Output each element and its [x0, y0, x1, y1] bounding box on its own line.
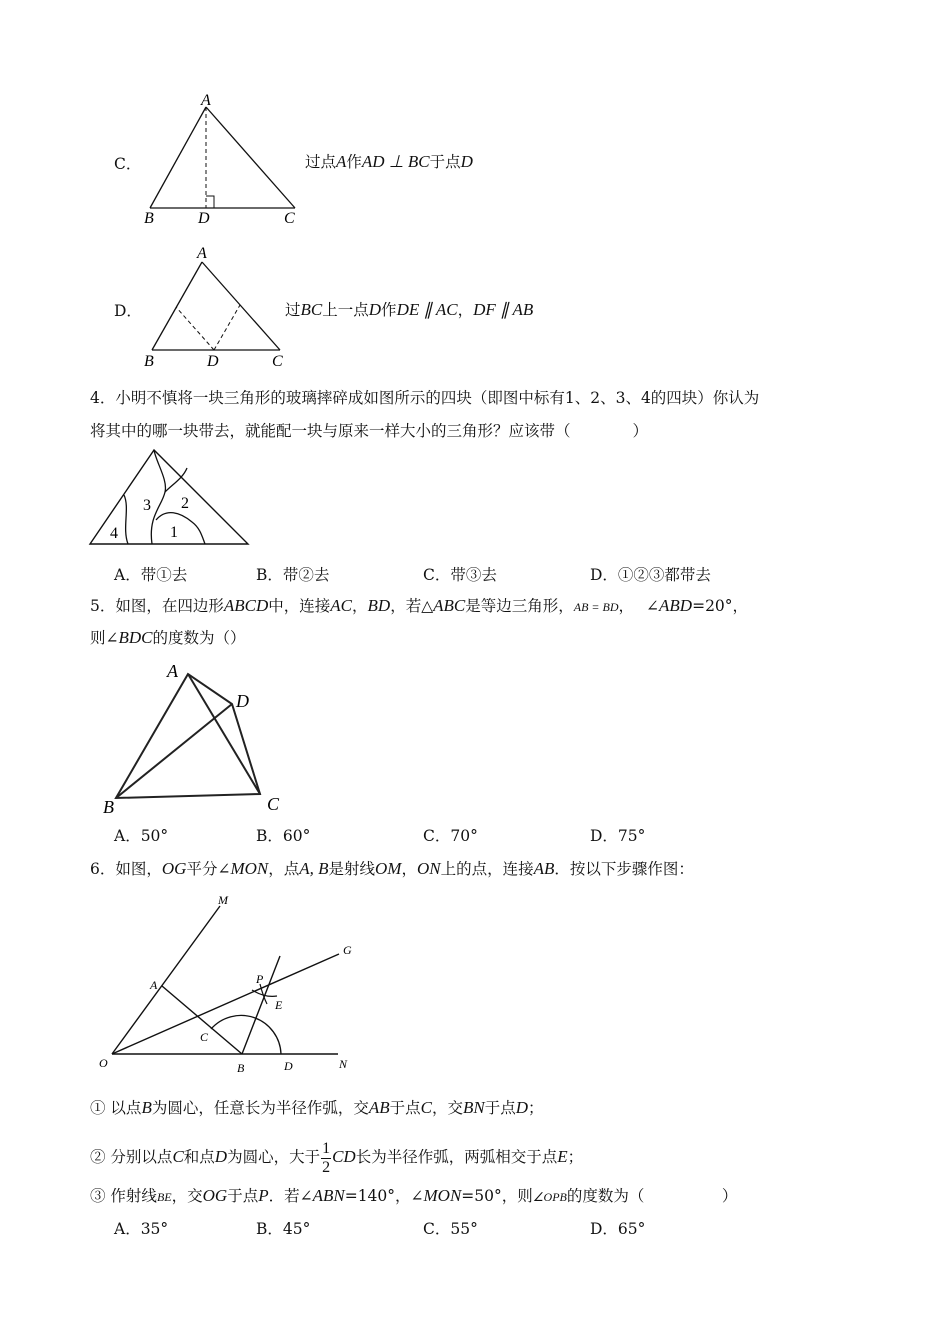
point-d-label: D [198, 210, 210, 227]
math-d: D [515, 1098, 529, 1117]
text: ， [352, 597, 368, 615]
point-c-label: C [200, 1030, 209, 1044]
text: ① 以点 [90, 1099, 142, 1117]
point-b-label: B [144, 353, 154, 370]
piece-2-label: 2 [181, 495, 189, 512]
q3-option-d-text [285, 300, 533, 320]
math-a: A [336, 152, 347, 171]
text: ； [567, 1148, 584, 1166]
q4-option-c[interactable]: C．带③去 [423, 566, 497, 584]
point-c-label: C [272, 353, 283, 370]
math-ab: AB [368, 1098, 390, 1117]
math-ac: AC [330, 596, 353, 615]
text: 过点 [305, 153, 337, 171]
point-c-label: C [267, 794, 280, 814]
point-d-label: D [236, 691, 249, 711]
math-b: B [141, 1098, 152, 1117]
math-p: P [258, 1186, 269, 1205]
text: ．按以下步骤作图： [554, 860, 694, 878]
text: ，交 [431, 1099, 463, 1117]
math-abn: ABN [312, 1186, 345, 1205]
point-o-label: O [99, 1056, 108, 1070]
text: 中，连接 [268, 597, 331, 615]
point-n-label: N [339, 1057, 348, 1071]
point-b-label: B [237, 1061, 245, 1075]
point-a-label: A [197, 245, 207, 262]
math-de-parallel-ac: DE ∥ AC [396, 300, 458, 319]
math-d: D [214, 1147, 228, 1166]
q4-option-d[interactable]: D．①②③都带去 [590, 566, 711, 584]
text: 上的点，连接 [440, 860, 534, 878]
text: 是等边三角形， [465, 597, 574, 615]
math-cd: CD [332, 1147, 356, 1166]
math-om: OM [375, 859, 402, 878]
text: 长为半径作弧，两弧相交于点 [355, 1148, 558, 1166]
math-angle-opb: ∠OPB [532, 1190, 567, 1204]
text: 于点 [429, 153, 461, 171]
math-e: E [557, 1147, 568, 1166]
point-b-label: B [144, 210, 154, 227]
text: ，若△ [390, 597, 434, 615]
math-ab: AB [533, 859, 555, 878]
q3-option-c-label: C． [114, 155, 142, 173]
math-og: OG [202, 1186, 228, 1205]
math-bc: BC [300, 300, 323, 319]
text: ，点 [268, 860, 300, 878]
point-a-label: A [150, 978, 158, 992]
text: 和点 [183, 1148, 215, 1166]
math-df-parallel-ab: DF ∥ AB [473, 300, 534, 319]
math-og: OG [161, 859, 187, 878]
math-bd: BD [367, 596, 391, 615]
math-c: C [172, 1147, 184, 1166]
q5-line2 [90, 628, 246, 648]
q3-option-d-figure [140, 242, 290, 372]
text: 作 [381, 301, 397, 319]
fraction-one-half [321, 1140, 331, 1177]
text: 的度数为（） [152, 629, 246, 647]
text: 于点 [484, 1099, 516, 1117]
text: 为圆心，任意长为半径作弧，交 [151, 1099, 369, 1117]
q6-step3 [90, 1186, 737, 1207]
point-d-label: D [207, 353, 219, 370]
math-on: ON [417, 859, 441, 878]
point-b-label: B [103, 797, 114, 817]
piece-3-label: 3 [143, 497, 151, 514]
q6-step2 [90, 1136, 583, 1178]
math-mon: MON [230, 859, 269, 878]
math-be: BE [156, 1190, 172, 1204]
math-abd: ABD [659, 596, 693, 615]
point-m-label: M [218, 893, 228, 907]
math-d: D [460, 152, 473, 171]
text: 于点 [227, 1187, 259, 1205]
text: 5．如图，在四边形 [90, 597, 224, 615]
fraction-denominator: 2 [322, 1158, 331, 1176]
text: 为圆心，大于 [227, 1148, 321, 1166]
math-d: D [368, 300, 382, 319]
text: ③ 作射线 [90, 1187, 157, 1205]
q6-option-b[interactable]: B．45° [256, 1220, 311, 1238]
math-ad-perp-bc: AD ⊥ BC [361, 152, 430, 171]
q3-option-c-text [305, 152, 473, 172]
text: 平分∠ [186, 860, 231, 878]
q4-option-b[interactable]: B．带②去 [256, 566, 330, 584]
text: ② 分别以点 [90, 1148, 173, 1166]
point-g-label: G [343, 943, 352, 957]
text: ．若∠ [268, 1187, 313, 1205]
point-p-label: P [256, 972, 264, 986]
math-c: C [420, 1098, 432, 1117]
point-e-label: E [275, 998, 283, 1012]
q5-quadrilateral-figure [96, 660, 296, 820]
math-abcd: ABCD [223, 596, 269, 615]
piece-4-label: 4 [110, 525, 118, 542]
text: ； [528, 1099, 544, 1117]
piece-1-label: 1 [170, 524, 178, 541]
text: ， [618, 597, 635, 615]
text: =50°，则 [461, 1187, 533, 1205]
q6-option-c[interactable]: C．55° [423, 1220, 478, 1238]
fraction-numerator: 1 [322, 1139, 331, 1157]
q6-option-a[interactable]: A．35° [114, 1220, 169, 1238]
q3-option-d-label: D． [114, 302, 142, 320]
math-ab-eq-bd: AB = BD [573, 600, 619, 614]
text: 作 [346, 153, 362, 171]
point-a-label: A [201, 92, 211, 109]
q3-option-c-figure [140, 92, 310, 227]
text: ， [401, 860, 417, 878]
q6-option-d[interactable]: D．65° [590, 1220, 646, 1238]
point-a-label: A [167, 661, 178, 681]
math-a-b: A, B [299, 859, 329, 878]
text: ， [457, 301, 474, 319]
text: ，交 [171, 1187, 203, 1205]
math-bn: BN [463, 1098, 485, 1117]
math-bdc: BDC [118, 628, 153, 647]
q6-step1 [90, 1098, 544, 1118]
text: 则∠ [90, 629, 119, 647]
q5-line1 [90, 596, 748, 617]
text: =20°， [692, 597, 749, 615]
math-abc: ABC [433, 596, 466, 615]
text: 6．如图， [90, 860, 162, 878]
math-mon: MON [423, 1186, 462, 1205]
q4-line1: 4．小明不慎将一块三角形的玻璃摔碎成如图所示的四块（即图中标有1、2、3、4的四块）你认为 [90, 389, 760, 407]
q4-line2: 将其中的哪一块带去，就能配一块与原来一样大小的三角形？应该带（ ） [90, 422, 649, 440]
angle-symbol: ∠ [646, 597, 660, 615]
q6-angle-bisector-figure [95, 892, 365, 1077]
q5-option-b[interactable]: B．60° [256, 827, 311, 845]
text: 的度数为（ ） [566, 1187, 738, 1205]
q6-line1 [90, 859, 694, 879]
text: =140°，∠ [344, 1187, 424, 1205]
point-d-label: D [284, 1059, 293, 1073]
text: 过 [285, 301, 301, 319]
point-c-label: C [284, 210, 295, 227]
text: 上一点 [322, 301, 369, 319]
text: 是射线 [328, 860, 376, 878]
q4-broken-triangle-figure [88, 448, 253, 548]
text: 于点 [389, 1099, 421, 1117]
q4-option-a[interactable]: A．带①去 [114, 566, 188, 584]
q5-option-c[interactable]: C．70° [423, 827, 478, 845]
q5-option-a[interactable]: A．50° [114, 827, 169, 845]
q5-option-d[interactable]: D．75° [590, 827, 646, 845]
